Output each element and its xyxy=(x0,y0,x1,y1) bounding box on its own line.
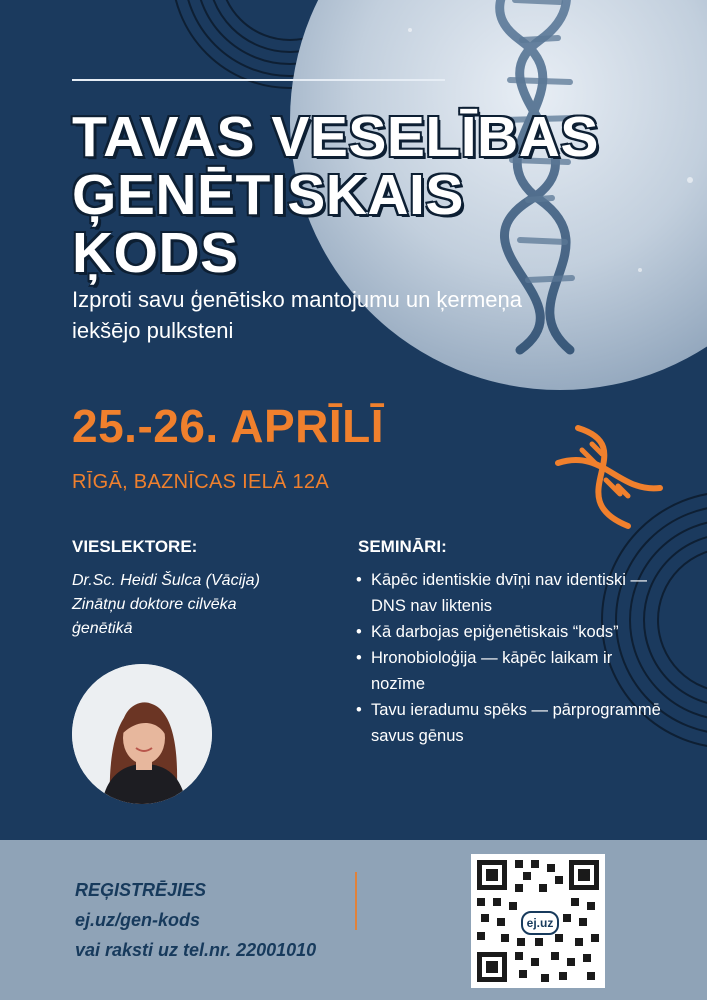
register-label: REĢISTRĒJIES xyxy=(75,880,207,900)
top-rule xyxy=(72,79,445,81)
title-line-3: ĶODS xyxy=(72,221,239,285)
lecturer-heading: VIESLEKTORE: xyxy=(72,537,198,556)
poster-title xyxy=(72,105,599,285)
lecturer-photo xyxy=(72,664,212,804)
register-link[interactable]: ej.uz/gen-kods xyxy=(75,910,201,930)
lecturer-info xyxy=(72,569,342,641)
event-location: RĪGĀ, BAZNĪCAS IELĀ 12A xyxy=(72,471,329,493)
list-item: • Kāpēc identiskie dvīņi nav identiski — DNS nav liktenis xyxy=(356,567,666,619)
footer xyxy=(0,840,707,1000)
lecturer-title-1: Zinātņu doktore cilvēka xyxy=(72,596,237,613)
dna-helix-icon xyxy=(548,418,664,534)
lecturer-name: Dr.Sc. Heidi Šulca (Vācija) xyxy=(72,572,260,589)
poster-subtitle: Izproti savu ģenētisko mantojumu un ķermeņa iekšējo pulksteni xyxy=(72,287,523,343)
list-item: • Tavu ieradumu spēks — pārprogrammē savus gēnus xyxy=(356,697,666,749)
seminar-list xyxy=(356,567,666,749)
lecturer-title-2: ģenētikā xyxy=(72,620,133,637)
qr-code[interactable] xyxy=(471,854,605,988)
list-item: • Hronobioloģija — kāpēc laikam ir nozīme xyxy=(356,645,666,697)
seminars-heading: SEMINĀRI: xyxy=(358,537,447,556)
footer-divider xyxy=(355,872,357,930)
list-item: • Kā darbojas epiģenētiskais “kods” xyxy=(356,619,666,645)
title-line-2: ĢENĒTISKAIS xyxy=(72,163,464,227)
registration-block xyxy=(75,875,316,965)
qr-badge: ej.uz xyxy=(521,911,559,935)
register-phone: vai raksti uz tel.nr. 22001010 xyxy=(75,940,317,960)
portrait-illustration xyxy=(72,664,212,804)
title-line-1: TAVAS VESELĪBAS xyxy=(72,105,599,169)
event-date: 25.-26. APRĪLĪ xyxy=(72,400,385,452)
